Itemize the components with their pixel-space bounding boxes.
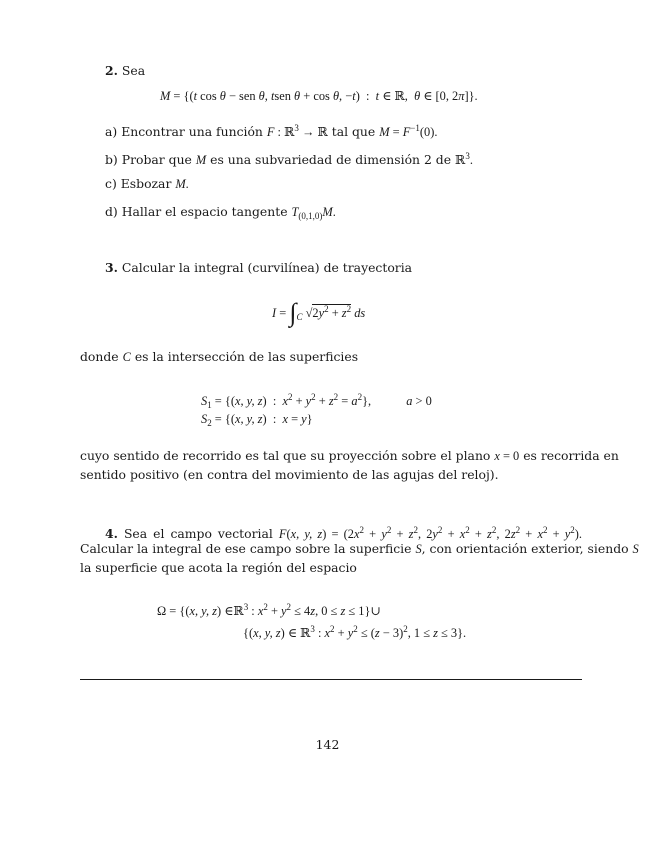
page-number: 142: [315, 737, 340, 752]
cuyo-line-2: sentido positivo (en contra del movimiento de las agujas del reloj).: [80, 467, 499, 482]
donde-line: donde C es la intersección de las superficies: [80, 349, 359, 364]
item-2c: c) Esbozar M.: [105, 176, 189, 191]
item-2b: b) Probar que M es una subvariedad de dimensión 2 de ℝ$^3$.: [105, 151, 473, 167]
p4-line-3: la superficie que acota la región del espacio: [80, 560, 357, 575]
problem-3-heading: 3. Calcular la integral (curvilínea) de trayectoria: [105, 260, 413, 275]
region-omega-1: Ω = {(x, y, z) ∈ℝ$^3$ : $x^2 + y^2 \le 4z$, 0 ≤ z ≤ 1}∪: [157, 602, 381, 618]
problem-2-heading: 2. Sea: [105, 63, 146, 78]
item-2d: d) Hallar el espacio tangente $T_{(0,1,0)}M$.: [105, 204, 336, 221]
integral-formula: $I = \int_C$ $√2y^2 + z^2$ ds: [272, 298, 366, 327]
item-2a: a) Encontrar una función F : ℝ$^3$ → ℝ tal que $M = F^{-1}(0)$.: [105, 123, 438, 139]
surface-s2: $S_2 = \{(x$, y, z) : x = y}: [201, 412, 313, 428]
cuyo-line-1: cuyo sentido de recorrido es tal que su proyección sobre el plano x = 0 es recorrida en: [80, 448, 619, 463]
set-m-definition: M = {(t cos θ − sen θ, tsen θ + cos θ, −t) : t ∈ ℝ, θ ∈ [0, 2π]}.: [160, 89, 478, 103]
p4-line-2: Calcular la integral de ese campo sobre la superficie S, con orientación exterior, siendo S: [80, 541, 639, 556]
region-omega-2: {(x, y, z) ∈ ℝ$^3$ : $x^2 + y^2 \le (z - 3)^2$, 1 ≤ z ≤ 3}.: [243, 624, 467, 640]
surface-s1: $S_1 = \{(x$, y, z) : $x^2 + y^2 + z^2 = a^2$}, a > 0: [201, 392, 432, 410]
problem-4-heading: 4. Sea el campo vectorial F(x, y, $z) = (2x^2 + y^2 + z^2$, $2y^2 + x^2 + z^2$, $2z^2 + x^2 + y^2$).: [105, 525, 582, 541]
footer-rule: [80, 679, 582, 680]
